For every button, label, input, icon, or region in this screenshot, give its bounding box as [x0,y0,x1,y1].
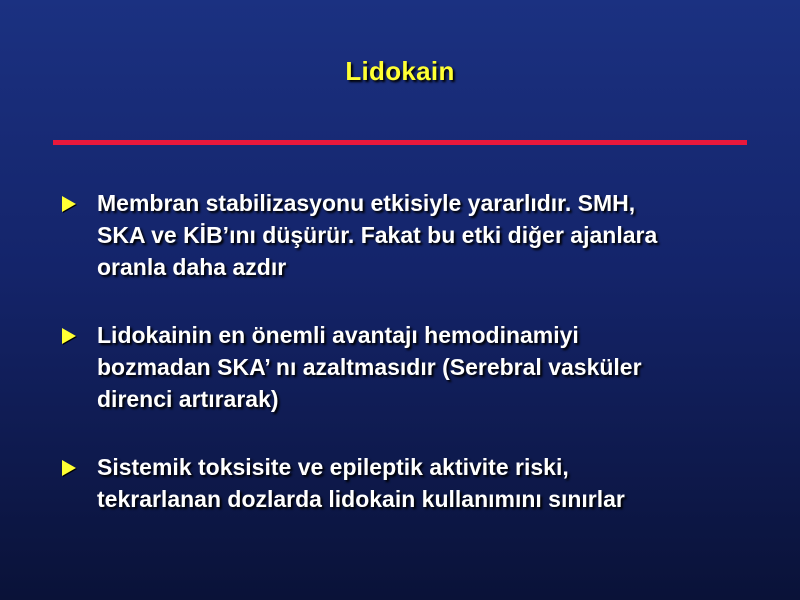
bullet-text-line: Lidokainin en önemli avantajı hemodinamiyi [97,322,579,348]
bullet-text-line: Sistemik toksisite ve epileptik aktivite riski, [97,454,569,480]
bullet-item [62,319,762,415]
bullet-list [62,187,762,515]
slide-title: Lidokain [345,56,455,86]
bullet-text-line: Membran stabilizasyonu etkisiyle yararlıdır. SMH, [97,190,636,216]
bullet-item [62,451,762,515]
bullet-text-line: oranla daha azdır [97,254,287,280]
title-divider [53,140,747,145]
arrowhead-bullet-icon [62,328,76,344]
arrowhead-bullet-icon [62,460,76,476]
bullet-text-line: bozmadan SKA’ nı azaltmasıdır (Serebral vasküler [97,354,642,380]
bullet-text-line: tekrarlanan dozlarda lidokain kullanımını sınırlar [97,486,625,512]
bullet-item [62,187,762,283]
bullet-text-line: SKA ve KİB’ını düşürür. Fakat bu etki diğer ajanlara [97,222,658,248]
bullet-text-line: direnci artırarak) [97,386,279,412]
arrowhead-bullet-icon [62,196,76,212]
